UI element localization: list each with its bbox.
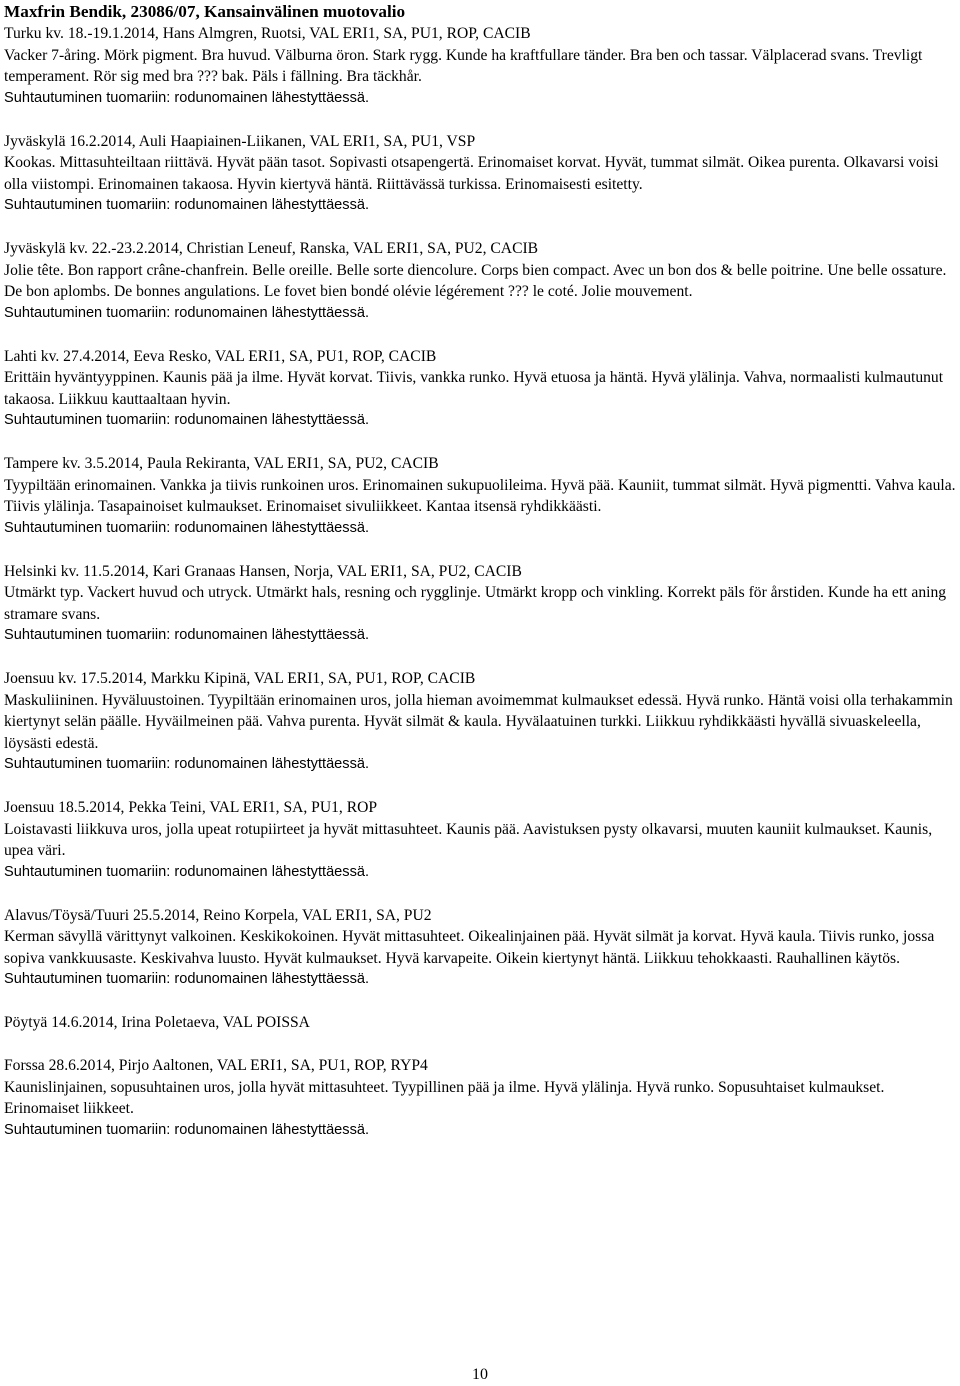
show-entry-tampere (4, 453, 956, 539)
show-entry-joensuu-2 (4, 797, 956, 883)
show-entry-poytya (4, 1012, 956, 1034)
entry-header: Joensuu kv. 17.5.2014, Markku Kipinä, VAL ERI1, SA, PU1, ROP, CACIB (4, 670, 476, 687)
entry-temperament: Suhtautuminen tuomariin: rodunomainen lähestyttäessä. (4, 863, 370, 880)
show-entry-lahti (4, 346, 956, 432)
show-entry-joensuu-1 (4, 668, 956, 776)
entry-critique: Erittäin hyväntyyppinen. Kaunis pää ja ilme. Hyvät korvat. Tiivis, vankka runko. Hyvä etuosa ja häntä. Hyvä ylälinja. Vahva, normaalisti kulmautunut takaosa. Liikkuu kauttaaltaan hyvin. (4, 369, 944, 408)
entry-critique: Loistavasti liikkuva uros, jolla upeat rotupiirteet ja hyvät mittasuhteet. Kaunis pää. Aavistuksen pysty olkavarsi, muuten kauniit kulmaukset. Kaunis, upea väri. (4, 820, 933, 859)
entry-temperament: Suhtautuminen tuomariin: rodunomainen lähestyttäessä. (4, 1121, 370, 1138)
entry-critique: Jolie tête. Bon rapport crâne-chanfrein. Belle oreille. Belle sorte diencolure. Corps bien compact. Avec un bon dos & belle poitrine. Une belle ossature. De bon aplombs. De bonnes angulations. Le fovet bien bondé olévie légérement ??? le coté. Jolie mouvement. (4, 261, 947, 300)
entry-critique: Vacker 7-åring. Mörk pigment. Bra huvud. Välburna öron. Stark rygg. Kunde ha kraftfullare tänder. Bra ben och tassar. Välplacerad svans. Trevligt temperament. Rör sig med bra ??? bak. Päls i fällning. Bra täckhår. (4, 46, 923, 85)
entry-temperament: Suhtautuminen tuomariin: rodunomainen lähestyttäessä. (4, 519, 370, 536)
show-entry-helsinki (4, 561, 956, 647)
entry-temperament: Suhtautuminen tuomariin: rodunomainen lähestyttäessä. (4, 197, 370, 213)
entry-temperament: Suhtautuminen tuomariin: rodunomainen lähestyttäessä. (4, 304, 370, 321)
entry-critique: Kaunislinjainen, sopusuhtainen uros, jolla hyvät mittasuhteet. Tyypillinen pää ja ilme. Hyvä ylälinja. Hyvä runko. Sopusuhtaiset kulmaukset. Erinomaiset liikkeet. (4, 1078, 885, 1117)
entry-temperament: Suhtautuminen tuomariin: rodunomainen lähestyttäessä. (4, 412, 370, 428)
entry-header: Jyväskylä kv. 22.-23.2.2014, Christian Leneuf, Ranska, VAL ERI1, SA, PU2, CACIB (4, 240, 539, 257)
entry-critique: Kerman sävyllä värittynyt valkoinen. Keskikokoinen. Hyvät mittasuhteet. Oikealinjainen pää. Hyvät silmät ja korvat. Hyvä kaula. Tiivis runko, jossa sopiva vankkuusaste. Keskivahva luusto. Hyvät kulmaukset. Hyvä karvapeite. Oikein kiertynyt häntä. Liikkuu tehokkaasti. Rauhallinen käytös. (4, 928, 935, 967)
entry-temperament: Suhtautuminen tuomariin: rodunomainen lähestyttäessä. (4, 756, 370, 772)
entry-critique: Kookas. Mittasuhteiltaan riittävä. Hyvät pään tasot. Sopivasti otsapengertä. Erinomaiset korvat. Hyvät, tummat silmät. Oikea purenta. Olkavarsi voisi olla viistompi. Erinomainen takaosa. Hyvin kiertyvä häntä. Riittävässä turkissa. Erinomaisesti esitetty. (4, 154, 939, 193)
entry-header: Forssa 28.6.2014, Pirjo Aaltonen, VAL ERI1, SA, PU1, ROP, RYP4 (4, 1057, 428, 1074)
entry-header: Helsinki kv. 11.5.2014, Kari Granaas Hansen, Norja, VAL ERI1, SA, PU2, CACIB (4, 562, 522, 580)
entry-critique: Maskuliininen. Hyväluustoinen. Tyypiltään erinomainen uros, jolla hieman avoimemmat kulmaukset edessä. Hyvä runko. Häntä voisi olla terhakammin kiertynyt selän päälle. Hyväilmeinen pää. Vahva purenta. Hyvät silmät & kaula. Hyvälaatuinen turkki. Liikkuu ryhdikkäästi hyvällä sivuaskeleella, löysästi edestä. (4, 691, 953, 752)
entry-temperament: Suhtautuminen tuomariin: rodunomainen lähestyttäessä. (4, 971, 370, 987)
entry-header: Alavus/Töysä/Tuuri 25.5.2014, Reino Korpela, VAL ERI1, SA, PU2 (4, 906, 432, 924)
entry-critique: Utmärkt typ. Vackert huvud och utryck. Utmärkt hals, resning och rygglinje. Utmärkt kropp och vinkling. Korrekt päls för årstiden. Kunde ha ett aning stramare svans. (4, 584, 947, 623)
show-entry-turku (4, 23, 956, 109)
entry-header: Tampere kv. 3.5.2014, Paula Rekiranta, VAL ERI1, SA, PU2, CACIB (4, 455, 439, 472)
document-page (4, 1, 956, 1141)
page-number: 10 (472, 1366, 488, 1383)
entry-critique: Tyypiltään erinomainen. Vankka ja tiivis runkoinen uros. Erinomainen sukupuolileima. Hyvä pää. Kauniit, tummat silmät. Hyvä pigmentti. Vahva kaula. Tiivis ylälinja. Tasapainoiset kulmaukset. Erinomaiset sivuliikkeet. Kantaa itsensä ryhdikkäästi. (4, 476, 956, 515)
show-entry-alavus (4, 905, 956, 991)
entry-header: Lahti kv. 27.4.2014, Eeva Resko, VAL ERI1, SA, PU1, ROP, CACIB (4, 347, 437, 365)
entry-temperament: Suhtautuminen tuomariin: rodunomainen lähestyttäessä. (4, 627, 370, 643)
document-title: Maxfrin Bendik, 23086/07, Kansainvälinen muotovalio (4, 2, 406, 21)
entry-temperament: Suhtautuminen tuomariin: rodunomainen lähestyttäessä. (4, 89, 370, 106)
entry-header: Turku kv. 18.-19.1.2014, Hans Almgren, Ruotsi, VAL ERI1, SA, PU1, ROP, CACIB (4, 25, 531, 42)
entry-header: Joensuu 18.5.2014, Pekka Teini, VAL ERI1, SA, PU1, ROP (4, 799, 378, 816)
entry-header: Pöytyä 14.6.2014, Irina Poletaeva, VAL POISSA (4, 1014, 310, 1031)
show-entry-jyvaskyla-2 (4, 238, 956, 324)
show-entry-forssa (4, 1055, 956, 1141)
show-entry-jyvaskyla-1 (4, 131, 956, 217)
entry-header: Jyväskylä 16.2.2014, Auli Haapiainen-Liikanen, VAL ERI1, SA, PU1, VSP (4, 132, 476, 150)
